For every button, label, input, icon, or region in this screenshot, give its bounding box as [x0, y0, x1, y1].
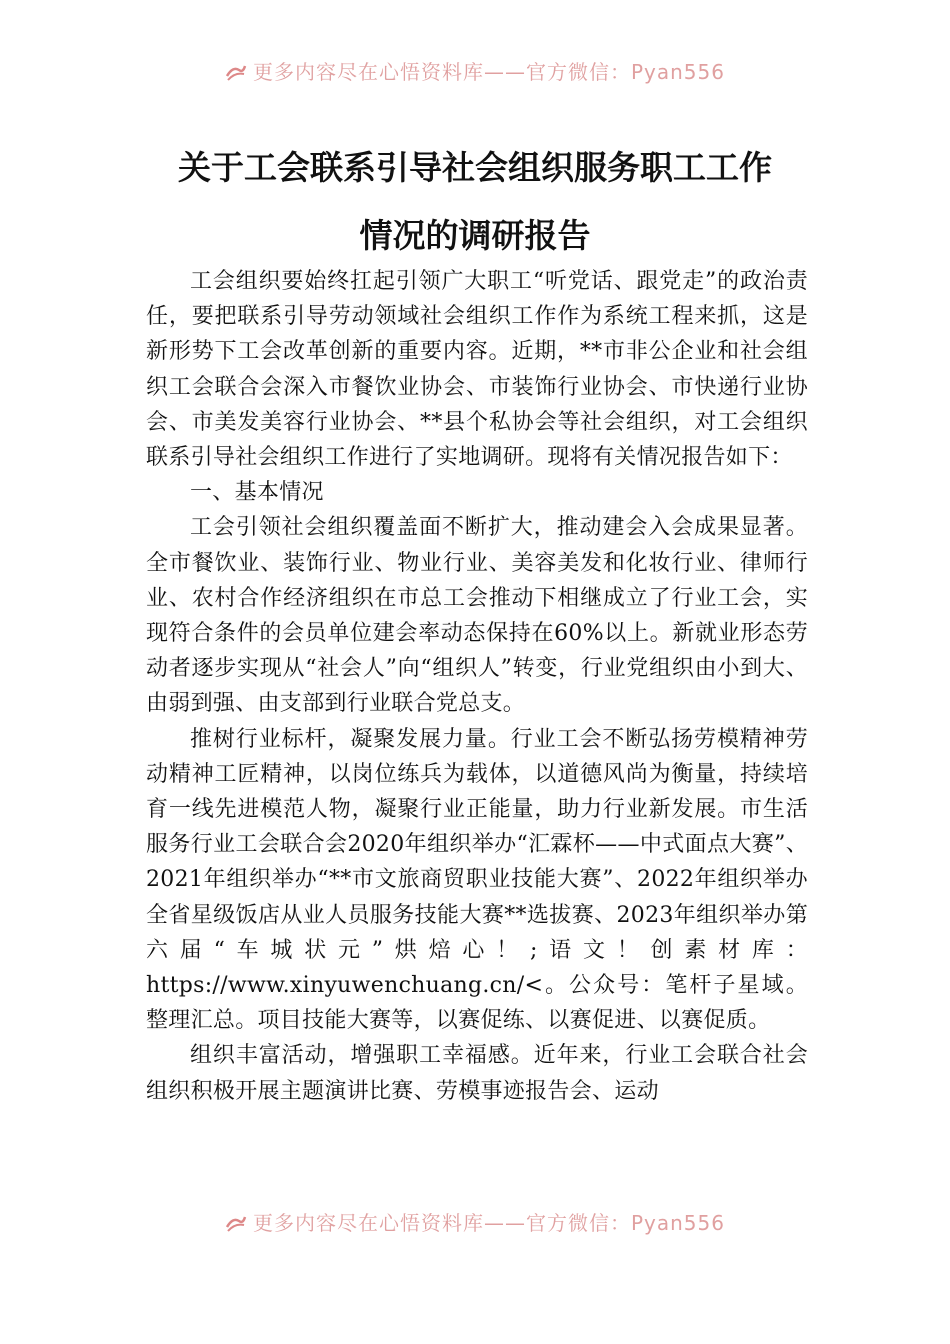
section-heading-basic-situation: 一、基本情况 [190, 480, 324, 506]
intro-paragraph: 工会组织要始终扛起引领广大职工“听党话、跟党走”的政治责任，要把联系引导劳动领域社会组织工作作为系统工程来抓，这是新形势下工会改革创新的重要内容。近期，**市非公企业和社会组织工会联合会深入市餐饮业协会、市装饰行业协会、市快递行业协会、市美发美容行业协会、**县个私协会等社会组织，对工会组织联系引导社会组织工作进行了实地调研。现将有关情况报告如下： [146, 269, 808, 471]
footer-watermark-text: 更多内容尽在心悟资料库——官方微信：Pyan556 [252, 1211, 725, 1235]
document-title-line-2: 情况的调研报告 [359, 216, 591, 255]
paragraph-activities: 组织丰富活动，增强职工幸福感。近年来，行业工会联合社会组织积极开展主题演讲比赛、劳模事迹报告会、运动 [146, 1043, 808, 1104]
document-body [146, 264, 808, 1109]
document-title-line-1: 关于工会联系引导社会组织服务职工工作 [178, 148, 772, 187]
footer-watermark [0, 1209, 950, 1237]
paragraph-coverage: 工会引领社会组织覆盖面不断扩大，推动建会入会成果显著。全市餐饮业、装饰行业、物业行业、美容美发和化妆行业、律师行业、农村合作经济组织在市总工会推动下相继成立了行业工会，实现符合条件的会员单位建会率动态保持在60%以上。新就业形态劳动者逐步实现从“社会人”向“组织人”转变，行业党组织由小到大、由弱到强、由支部到行业联合党总支。 [146, 515, 808, 717]
header-watermark [0, 58, 950, 86]
watermark-logo-icon [225, 1213, 247, 1233]
paragraph-benchmark: 推树行业标杆，凝聚发展力量。行业工会不断弘扬劳模精神劳动精神工匠精神，以岗位练兵为载体，以道德风尚为衡量，持续培育一线先进模范人物，凝聚行业正能量，助力行业新发展。市生活服务行业工会联合会2020年组织举办“汇霖杯——中式面点大赛”、2021年组织举办“**市文旅商贸职业技能大赛”、2022年组织举办全省星级饭店从业人员服务技能大赛**选拔赛、2023年组织举办第六届“车城状元”烘焙心！;语文！创素材库：https://www.xinyuwenchuang.cn/<。公众号：笔杆子星域。整理汇总。项目技能大赛等，以赛促练、以赛促进、以赛促质。 [146, 726, 808, 1034]
header-watermark-text: 更多内容尽在心悟资料库——官方微信：Pyan556 [252, 60, 725, 84]
watermark-logo-icon [225, 62, 247, 82]
